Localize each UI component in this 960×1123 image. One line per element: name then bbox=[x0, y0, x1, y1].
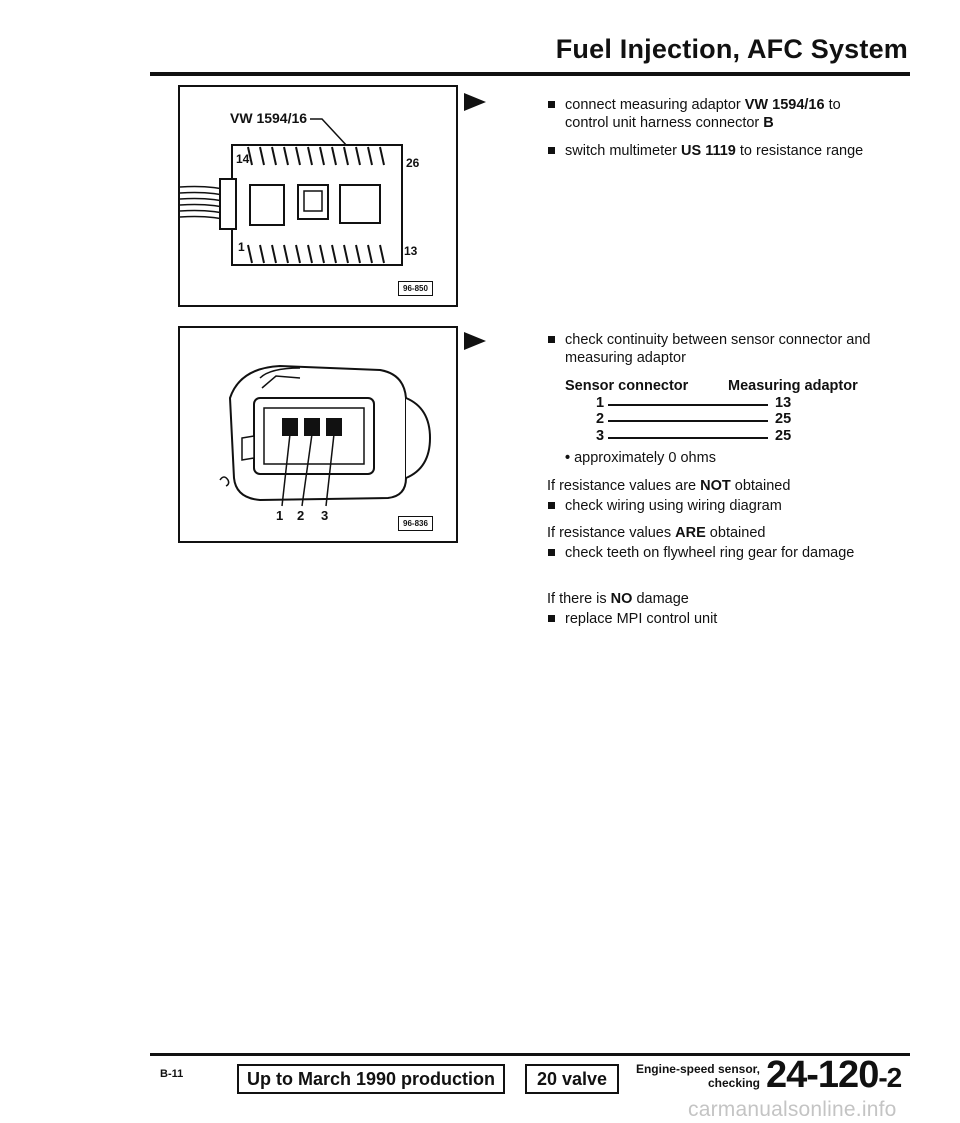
pin-label-13: 13 bbox=[404, 244, 418, 258]
step-check-continuity bbox=[547, 331, 877, 367]
action-replace-control-unit bbox=[547, 610, 877, 628]
page-title: Fuel Injection, AFC System bbox=[555, 34, 908, 64]
tool-label: VW 1594/16 bbox=[230, 110, 308, 126]
section-2-steps bbox=[547, 331, 877, 377]
condition-text: If resistance values ARE obtained bbox=[547, 525, 766, 541]
step-text: switch multimeter bbox=[565, 143, 682, 159]
page-number bbox=[766, 1054, 901, 1097]
figure-id: 96-836 bbox=[398, 516, 433, 531]
pin-arrow-line bbox=[608, 437, 768, 439]
side-code: B-11 bbox=[160, 1068, 184, 1080]
section-1-steps bbox=[547, 96, 867, 170]
step-arrow-2 bbox=[464, 332, 486, 350]
action-text: check wiring using wiring diagram bbox=[565, 498, 782, 514]
pin-label-1: 1 bbox=[238, 240, 245, 254]
bullet-icon bbox=[548, 615, 555, 622]
action-check-ring-gear bbox=[547, 544, 877, 562]
branch-no-damage bbox=[547, 590, 877, 638]
pin-label: 3 bbox=[321, 508, 329, 523]
sensor-connector-drawing bbox=[180, 328, 456, 541]
bullet-icon bbox=[548, 336, 555, 343]
bullet-icon bbox=[548, 549, 555, 556]
figure-sensor-connector bbox=[178, 326, 458, 543]
connector-ref: B bbox=[763, 115, 774, 131]
adaptor-connector-drawing bbox=[180, 87, 456, 305]
step-text: check continuity between sensor connector and measuring adaptor bbox=[565, 332, 871, 366]
pin-row-sensor: 3 bbox=[596, 428, 605, 444]
specified-value bbox=[565, 449, 716, 467]
pin-arrow-line bbox=[608, 404, 768, 406]
topic-line: Engine-speed sensor, bbox=[635, 1062, 760, 1076]
bullet-icon bbox=[548, 147, 555, 154]
branch-not-obtained bbox=[547, 477, 877, 525]
action-text: replace MPI control unit bbox=[565, 611, 718, 627]
header-rule bbox=[150, 72, 910, 76]
pin-label-14: 14 bbox=[236, 152, 250, 166]
step-arrow-1 bbox=[464, 93, 486, 111]
condition-text: If there is NO damage bbox=[547, 591, 689, 607]
tool-ref: VW 1594/16 bbox=[744, 97, 825, 113]
figure-id: 96-850 bbox=[398, 281, 433, 296]
condition-text: If resistance values are NOT obtained bbox=[547, 478, 791, 494]
specified-value-text: approximately 0 ohms bbox=[574, 450, 716, 466]
spec-bullet-icon: • bbox=[565, 450, 571, 466]
pin-row-adaptor: 13 bbox=[775, 395, 792, 411]
pin-label: 1 bbox=[276, 508, 284, 523]
topic-line: checking bbox=[707, 1076, 760, 1090]
action-text: check teeth on flywheel ring gear for damage bbox=[565, 545, 855, 561]
branch-obtained bbox=[547, 524, 877, 572]
step-text: to control unit harness connector bbox=[565, 97, 841, 131]
step-switch-multimeter bbox=[547, 142, 867, 160]
watermark: carmanualsonline.info bbox=[688, 1098, 897, 1121]
valve-box: 20 valve bbox=[525, 1064, 619, 1094]
pin-arrow-line bbox=[608, 420, 768, 422]
column-measuring-adaptor: Measuring adaptor bbox=[728, 378, 858, 394]
pin-row-adaptor: 25 bbox=[775, 428, 792, 444]
page-number-suffix: -2 bbox=[878, 1062, 902, 1093]
pin-row-sensor: 2 bbox=[596, 411, 605, 427]
pin-label: 2 bbox=[297, 508, 305, 523]
page-number-main: 24-120 bbox=[766, 1054, 879, 1096]
step-connect-adaptor bbox=[547, 96, 867, 132]
step-text: to resistance range bbox=[735, 143, 864, 159]
action-check-wiring bbox=[547, 497, 877, 515]
section-topic bbox=[632, 1062, 760, 1090]
pin-row-adaptor: 25 bbox=[775, 411, 792, 427]
bullet-icon bbox=[548, 502, 555, 509]
production-box: Up to March 1990 production bbox=[237, 1064, 505, 1094]
pin-label-26: 26 bbox=[406, 156, 420, 170]
tool-ref: US 1119 bbox=[681, 143, 736, 159]
step-text: connect measuring adaptor bbox=[565, 97, 745, 113]
column-sensor-connector: Sensor connector bbox=[565, 378, 689, 394]
figure-adaptor-connector bbox=[178, 85, 458, 307]
bullet-icon bbox=[548, 101, 555, 108]
pin-row-sensor: 1 bbox=[596, 395, 605, 411]
